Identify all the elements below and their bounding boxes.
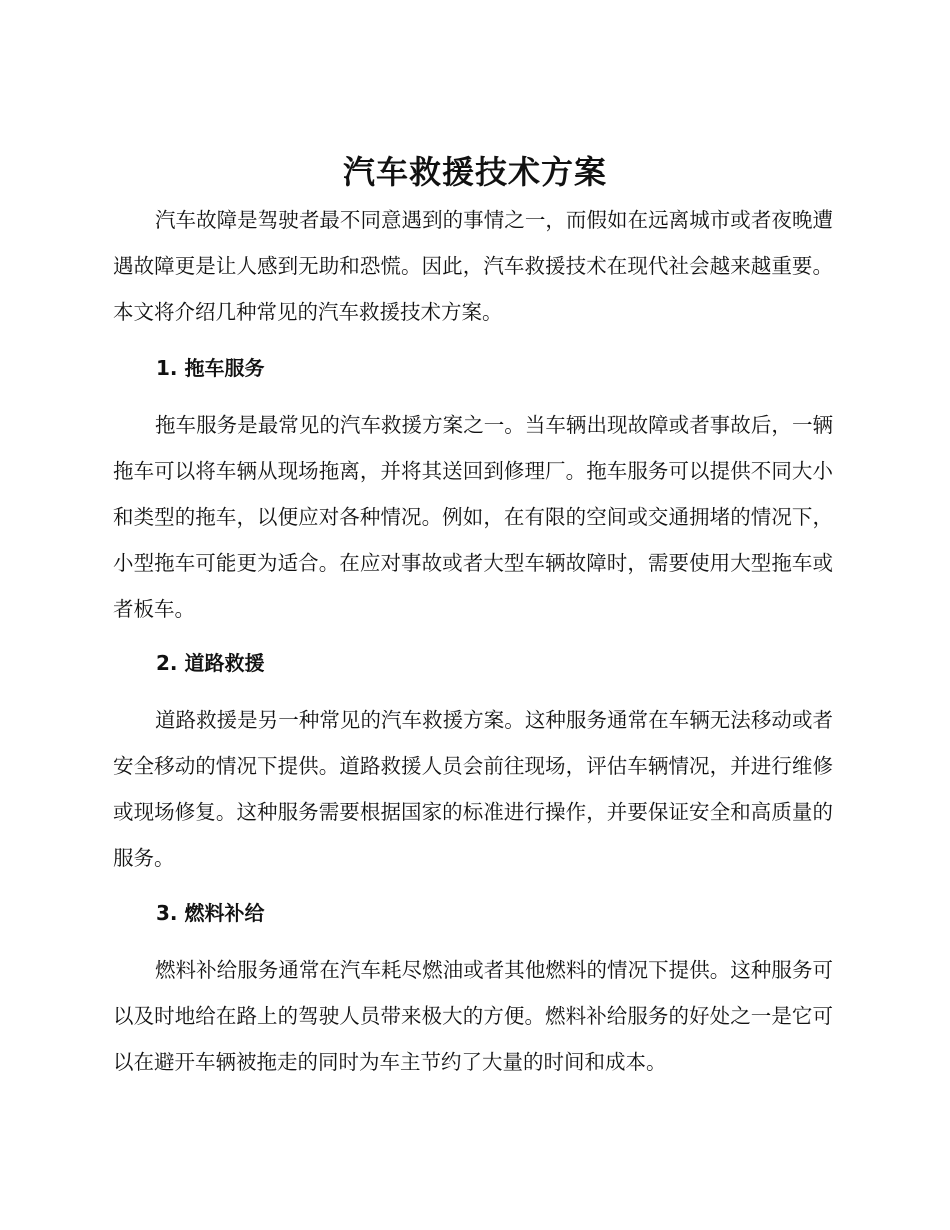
section-heading-towing: 1. 拖车服务 [156, 356, 265, 380]
section-body-fuel-supply: 燃料补给服务通常在汽车耗尽燃油或者其他燃料的情况下提供。这种服务可以及时地给在路上的驾驶人员带来极大的方便。燃料补给服务的好处之一是它可以在避开车辆被拖走的同时为车主节约了大量的时间和成本。 [113, 958, 833, 1074]
document-title: 汽车救援技术方案 [342, 153, 607, 191]
section-heading-road-rescue: 2. 道路救援 [156, 651, 265, 675]
section-body-road-rescue: 道路救援是另一种常见的汽车救援方案。这种服务通常在车辆无法移动或者安全移动的情况下提供。道路救援人员会前往现场，评估车辆情况，并进行维修或现场修复。这种服务需要根据国家的标准进行操作，并要保证安全和高质量的服务。 [113, 708, 833, 870]
section-heading-fuel-supply: 3. 燃料补给 [156, 901, 265, 925]
section-body-towing: 拖车服务是最常见的汽车救援方案之一。当车辆出现故障或者事故后，一辆拖车可以将车辆从现场拖离，并将其送回到修理厂。拖车服务可以提供不同大小和类型的拖车，以便应对各种情况。例如，在有限的空间或交通拥堵的情况下，小型拖车可能更为适合。在应对事故或者大型车辆故障时，需要使用大型拖车或者板车。 [113, 413, 833, 621]
intro-paragraph: 汽车故障是驾驶者最不同意遇到的事情之一，而假如在远离城市或者夜晚遭遇故障更是让人感到无助和恐慌。因此，汽车救援技术在现代社会越来越重要。本文将介绍几种常见的汽车救援技术方案。 [113, 208, 833, 324]
